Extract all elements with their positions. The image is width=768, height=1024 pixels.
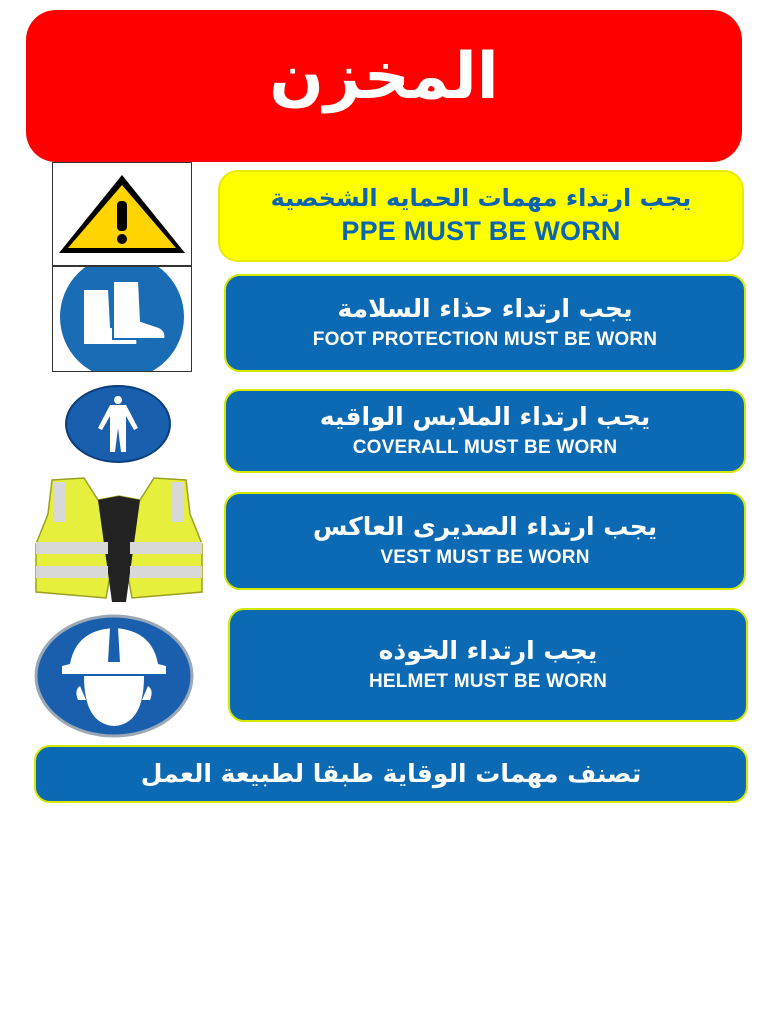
foot-protection-english: FOOT PROTECTION MUST BE WORN (312, 329, 658, 351)
hard-hat-icon (34, 614, 194, 738)
footer-text: تصنف مهمات الوقاية طبقا لطبيعة العمل (140, 758, 642, 788)
coverall-notice (224, 389, 746, 473)
vest-english: VEST MUST BE WORN (380, 547, 590, 569)
ppe-notice (218, 170, 744, 262)
safety-vest-icon (30, 474, 208, 604)
coverall-arabic: يجب ارتداء الملابس الواقيه (319, 401, 651, 431)
helmet-arabic: يجب ارتداء الخوذه (378, 635, 598, 665)
boot-icon-box (52, 266, 192, 372)
foot-protection-notice (224, 274, 746, 372)
helmet-notice (228, 608, 748, 722)
page-title: المخزن (269, 40, 499, 114)
vest-arabic: يجب ارتداء الصديرى العاكس (312, 511, 658, 541)
footer-notice (34, 745, 748, 803)
warning-triangle-icon (53, 163, 191, 265)
coverall-icon (64, 384, 172, 464)
ppe-notice-arabic: يجب ارتداء مهمات الحمايه الشخصية (270, 183, 692, 212)
ppe-notice-english: PPE MUST BE WORN (341, 216, 621, 247)
foot-protection-arabic: يجب ارتداء حذاء السلامة (337, 293, 633, 323)
helmet-english: HELMET MUST BE WORN (368, 671, 608, 693)
safety-boot-icon (53, 267, 191, 371)
warning-icon-box (52, 162, 192, 266)
title-banner (26, 10, 742, 162)
vest-notice (224, 492, 746, 590)
coverall-english: COVERALL MUST BE WORN (352, 437, 618, 459)
